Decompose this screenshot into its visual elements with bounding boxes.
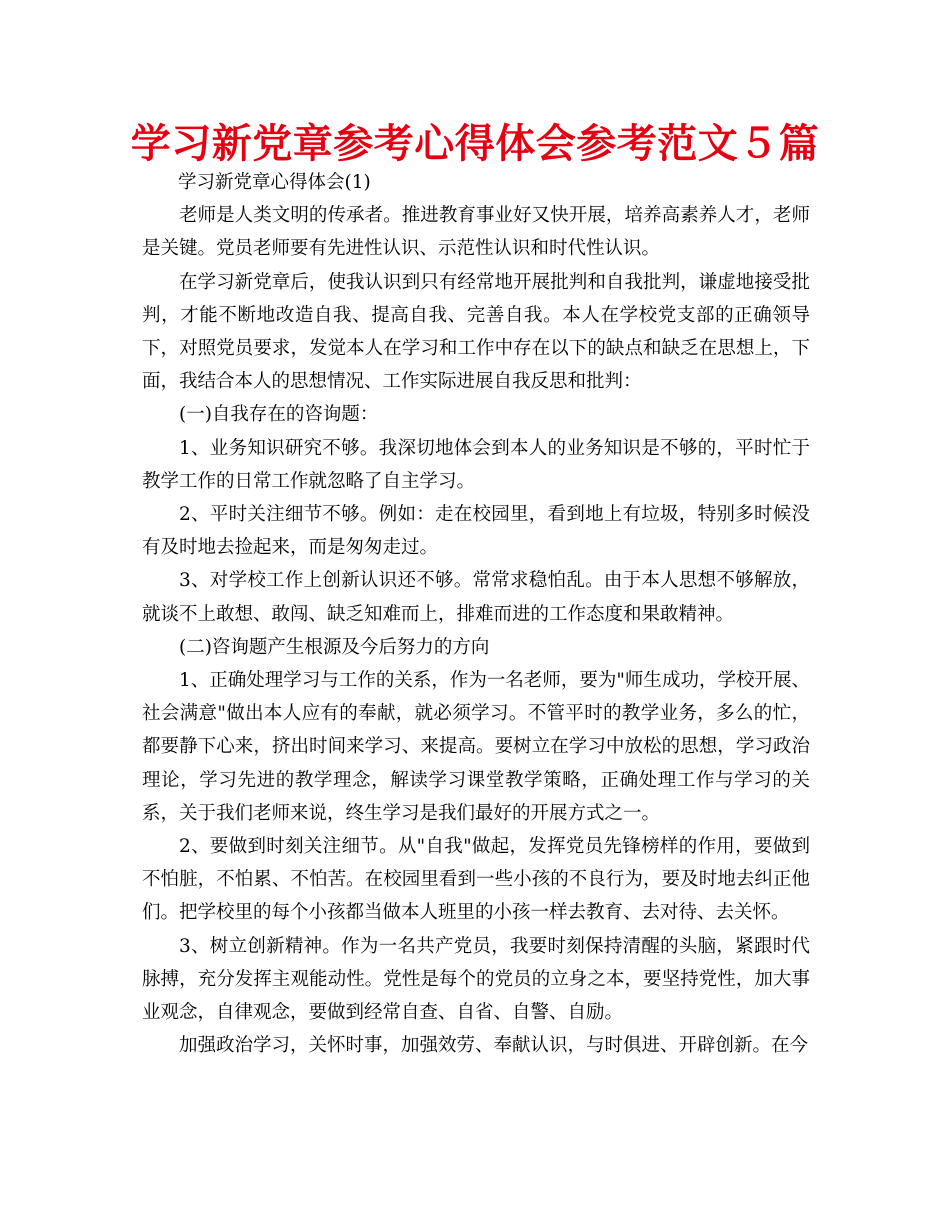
list-item: 2、要做到时刻关注细节。从"自我"做起，发挥党员先锋榜样的作用，要做到不怕脏，不怕累、不怕苦。在校园里看到一些小孩的不良行为，要及时地去纠正他们。把学校里的每个小孩都当做本人班里的小孩一样去教育、去对待、去关怀。 (142, 836, 810, 924)
list-item: 1、正确处理学习与工作的关系，作为一名老师，要为"师生成功，学校开展、社会满意"做出本人应有的奉献，就必须学习。不管平时的教学业务，多么的忙，都要静下心来，挤出时间来学习、来提高。要树立在学习中放松的思想，学习政治理论，学习先进的教学理念，解读学习课堂教学策略，正确处理工作与学习的关系，关于我们老师来说，终生学习是我们最好的开展方式之一。 (142, 670, 810, 824)
list-item: 3、树立创新精神。作为一名共产党员，我要时刻保持清醒的头脑，紧跟时代脉搏，充分发挥主观能动性。党性是每个的党员的立身之本，要坚持党性，加大事业观念，自律观念，要做到经常自查、自省、自警、自励。 (142, 935, 810, 1024)
document-body (142, 166, 810, 1062)
document-title: 学习新党章参考心得体会参考范文５篇 (130, 121, 820, 167)
paragraph: 老师是人类文明的传承者。推进教育事业好又快开展，培养高素养人才，老师是关键。党员老师要有先进性认识、示范性认识和时代性认识。 (142, 205, 810, 260)
list-heading: (一)自我存在的咨询题： (179, 404, 379, 426)
section-heading: 学习新党章心得体会(1) (178, 172, 371, 193)
paragraph: 在学习新党章后，使我认识到只有经常地开展批判和自我批判，谦虚地接受批判，才能不断地改造自我、提高自我、完善自我。本人在学校党支部的正确领导下，对照党员要求，发觉本人在学习和工作中存在以下的缺点和缺乏在思想上，下面，我结合本人的思想情况、工作实际进展自我反思和批判： (142, 271, 810, 393)
list-item: 2、平时关注细节不够。例如：走在校园里，看到地上有垃圾，特别多时候没有及时地去捡起来，而是匆匆走过。 (142, 504, 810, 559)
list-item: 3、对学校工作上创新认识还不够。常常求稳怕乱。由于本人思想不够解放，就谈不上敢想、敢闯、缺乏知难而上，排难而进的工作态度和果敢精神。 (142, 570, 810, 625)
list-heading: (二)咨询题产生根源及今后努力的方向 (179, 636, 490, 658)
paragraph: 加强政治学习，关怀时事，加强效劳、奉献认识，与时俱进、开辟创新。在今 (179, 1035, 809, 1057)
list-item: 1、业务知识研究不够。我深切地体会到本人的业务知识是不够的，平时忙于教学工作的日常工作就忽略了自主学习。 (142, 437, 810, 492)
